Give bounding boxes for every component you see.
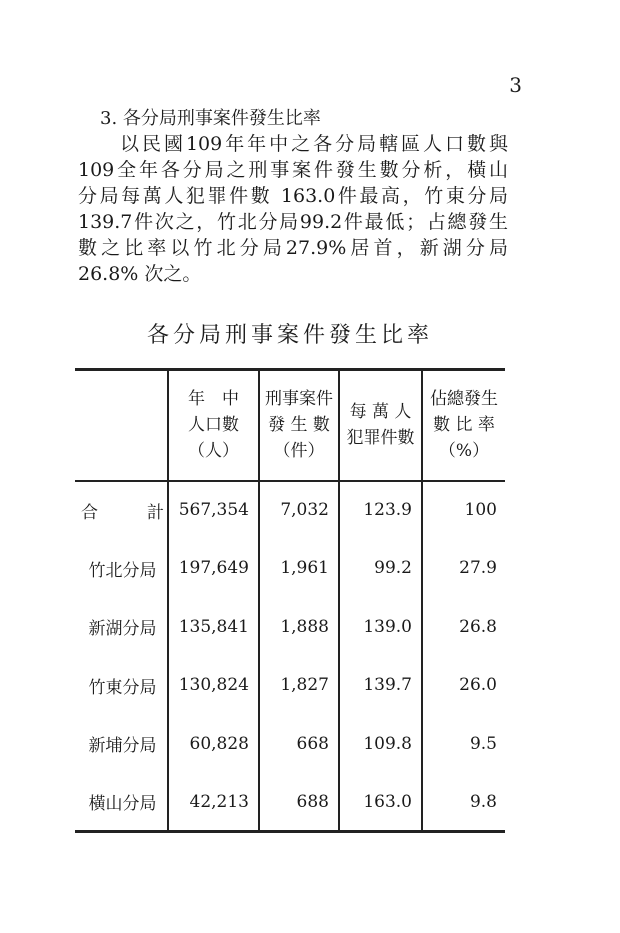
header-text: 刑事案件: [265, 389, 333, 410]
cases-cell: 1,888: [259, 598, 339, 657]
table-header-row: [75, 370, 505, 481]
population-cell: 60,828: [168, 715, 259, 774]
body-paragraph: [78, 131, 508, 287]
header-text: 年 中: [188, 389, 239, 410]
paragraph-line: 26.8% 次之。: [78, 263, 202, 285]
table-row: [75, 773, 505, 832]
per-10k-cell: 139.7: [339, 656, 422, 715]
paragraph-line: 以民國109年年中之各分局轄區人口數與: [120, 133, 508, 155]
header-text: 人口數: [188, 415, 239, 436]
ratio-cell: 100: [422, 481, 505, 540]
population-cell: 197,649: [168, 539, 259, 598]
per-10k-cell: 139.0: [339, 598, 422, 657]
section-heading: 3. 各分局刑事案件發生比率: [100, 108, 321, 129]
row-name: 橫山分局: [88, 794, 157, 814]
header-cell-name: [75, 370, 168, 481]
cases-cell: 1,961: [259, 539, 339, 598]
header-text: 數 比 率: [433, 415, 495, 436]
header-text: 犯罪件數: [346, 428, 415, 449]
population-cell: 130,824: [168, 656, 259, 715]
paragraph-line: 分局每萬人犯罪件數 163.0件最高，竹東分局: [78, 185, 508, 207]
header-cell-per-10k: [339, 370, 422, 481]
header-cell-population: [168, 370, 259, 481]
header-text: 發 生 數: [268, 415, 330, 436]
ratio-cell: 9.5: [422, 715, 505, 774]
per-10k-cell: 99.2: [339, 539, 422, 598]
population-cell: 42,213: [168, 773, 259, 832]
ratio-cell: 26.0: [422, 656, 505, 715]
row-name: 竹東分局: [88, 677, 157, 698]
row-name: 合 計: [81, 502, 164, 523]
per-10k-cell: 163.0: [339, 773, 422, 832]
table-row: [75, 715, 505, 774]
cases-cell: 688: [259, 773, 339, 832]
ratio-cell: 26.8: [422, 598, 505, 657]
paragraph-line: 數之比率以竹北分局27.9%居首，新湖分局: [78, 237, 508, 259]
table-row: [75, 481, 505, 540]
table-title: 各分局刑事案件發生比率: [146, 323, 433, 348]
header-text: （%）: [438, 441, 490, 462]
population-cell: 567,354: [168, 481, 259, 540]
per-10k-cell: 109.8: [339, 715, 422, 774]
header-text: 每 萬 人: [349, 402, 412, 423]
paragraph-line: 139.7件次之，竹北分局99.2件最低；占總發生: [78, 211, 508, 233]
cases-cell: 7,032: [259, 481, 339, 540]
row-name: 新埔分局: [88, 736, 157, 757]
cases-cell: 1,827: [259, 656, 339, 715]
ratio-cell: 9.8: [422, 773, 505, 832]
row-name: 新湖分局: [88, 619, 157, 640]
header-text: 佔總發生: [430, 389, 498, 410]
paragraph-line: 109全年各分局之刑事案件發生數分析，橫山: [78, 159, 508, 181]
cases-cell: 668: [259, 715, 339, 774]
row-name: 竹北分局: [88, 560, 157, 581]
ratio-cell: 27.9: [422, 539, 505, 598]
per-10k-cell: 123.9: [339, 481, 422, 540]
crime-ratio-table: [75, 368, 505, 833]
table-row: [75, 539, 505, 598]
table-row: [75, 598, 505, 657]
header-text: （件）: [273, 441, 325, 462]
page-number: 3: [509, 73, 522, 97]
header-text: （人）: [188, 441, 239, 462]
population-cell: 135,841: [168, 598, 259, 657]
header-cell-ratio: [422, 370, 505, 481]
table-row: [75, 656, 505, 715]
header-cell-cases: [259, 370, 339, 481]
